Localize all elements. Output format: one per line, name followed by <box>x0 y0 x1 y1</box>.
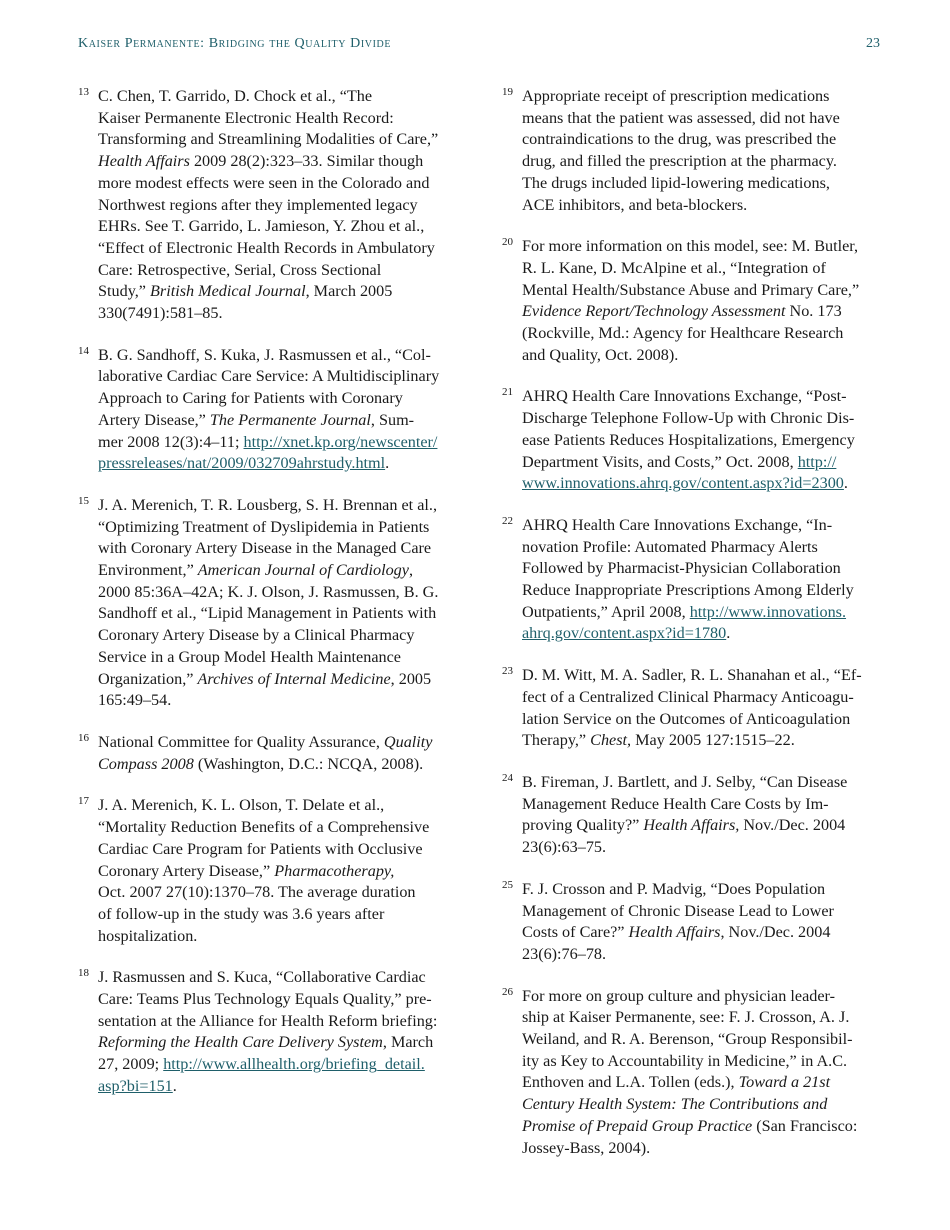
note-text: Appropriate receipt of prescription medications means that the patient was assessed, did not have contraindications to the drug, was prescribed the drug, and filled the prescription at the pharmacy. The drugs included lipid-lowering medications, ACE inhibitors, and beta-blockers. <box>522 87 840 214</box>
note-text: May 2005 127:1515–22. <box>631 731 795 750</box>
note-text: , Sum- mer 2008 12(3):4–11; <box>98 410 415 451</box>
note-text: J. Rasmussen and S. Kuca, “Collaborative Cardiac Care: Teams Plus Technology Equals Quality,” pre- sentation at the Alliance for Health Reform briefing: <box>98 968 438 1030</box>
journal-title: Quality Compass 2008 <box>98 732 433 773</box>
endnote-26 <box>502 986 892 1160</box>
header-title: Kaiser Permanente: Bridging the Quality Divide <box>78 36 392 51</box>
running-header <box>78 36 880 56</box>
endnote-17 <box>78 795 468 947</box>
endnote-14 <box>78 345 468 475</box>
journal-title: Archives of Internal Medicine <box>197 669 391 688</box>
endnote-18 <box>78 967 468 1097</box>
journal-title: Chest, <box>590 731 632 750</box>
endnote-24 <box>502 772 892 859</box>
note-text: C. Chen, T. Garrido, D. Chock et al., “The Kaiser Permanente Electronic Health Record: Transforming and Streamlining Modalities of Care,” <box>98 87 439 149</box>
endnotes-left-column <box>78 86 468 1118</box>
note-text: For more on group culture and physician leader- ship at Kaiser Permanente, see: F. J. Crosson, A. J. Weiland, and R. A. Berenson, “Group Responsibil- ity as Key to Accountability in Medicine,” in A.C. Enthoven and L.A. Tollen (eds.), <box>522 986 853 1092</box>
journal-title: Pharmacotherapy, <box>274 861 395 880</box>
journal-title: British Medical Journal <box>150 282 306 301</box>
book-title: Toward a 21st Century Health System: The Contributions and Promise of Prepaid Group Practice <box>522 1073 831 1135</box>
endnote-number: 13 <box>78 86 89 98</box>
reference-link[interactable]: http:// www.innovations.ahrq.gov/content.aspx?id=2300 <box>522 452 844 493</box>
endnote-number: 15 <box>78 494 89 507</box>
endnote-25 <box>502 879 892 966</box>
note-text: . <box>385 454 390 473</box>
endnote-number: 25 <box>502 878 513 891</box>
endnote-number: 26 <box>502 985 513 998</box>
note-text: (Washington, D.C.: NCQA, 2008). <box>193 754 424 773</box>
note-text: Oct. 2007 27(10):1370–78. The average duration of follow-up in the study was 3.6 years after hospitalization. <box>98 883 416 945</box>
journal-title: Health Affairs, <box>643 816 740 835</box>
endnote-21 <box>502 386 892 495</box>
note-text: , 2000 85:36A–42A; K. J. Olson, J. Rasmussen, B. G. Sandhoff et al., “Lipid Management in Patients with Coronary Artery Disease by a Clinical Pharmacy Service in a Group Model Health Maintenance Organization,” <box>98 561 439 688</box>
endnote-22 <box>502 515 892 645</box>
note-text: National Committee for Quality Assurance, <box>98 732 384 751</box>
note-text: F. J. Crosson and P. Madvig, “Does Population Management of Chronic Disease Lead to Lower Costs of Care?” <box>522 879 834 942</box>
journal-title: Health Affairs <box>98 152 190 171</box>
note-text: . <box>726 624 731 643</box>
endnote-number: 18 <box>78 967 89 980</box>
note-text: B. G. Sandhoff, S. Kuka, J. Rasmussen et al., “Col- laborative Cardiac Care Service: A Multidisciplinary Approach to Caring for Patients with Coronary Artery Disease,” <box>98 345 440 429</box>
note-text: , 2005 165:49–54. <box>98 669 432 710</box>
endnote-16 <box>78 732 468 775</box>
endnote-23 <box>502 665 892 752</box>
endnote-number: 19 <box>502 86 513 98</box>
endnote-number: 23 <box>502 665 513 678</box>
journal-title: American Journal of Cardiology <box>197 561 409 580</box>
note-text: For more information on this model, see: M. Butler, R. L. Kane, D. McAlpine et al., “Integration of Mental Health/Substance Abuse and Primary Care,” <box>522 237 860 299</box>
journal-title: The Permanente Journal <box>209 410 371 429</box>
page-number: 23 <box>866 36 880 51</box>
note-text: . <box>172 1076 177 1095</box>
note-text: B. Fireman, J. Bartlett, and J. Selby, “Can Disease Management Reduce Health Care Costs by Im- proving Quality?” <box>522 772 848 835</box>
endnote-15 <box>78 495 468 712</box>
endnote-number: 17 <box>78 795 89 808</box>
reference-link[interactable]: http://www.allhealth.org/briefing_detail. asp?bi=151 <box>98 1055 425 1095</box>
endnote-19 <box>502 86 892 216</box>
note-text: J. A. Merenich, T. R. Lousberg, S. H. Brennan et al., “Optimizing Treatment of Dyslipidemia in Patients with Coronary Artery Disease in the Managed Care Environment,” <box>98 495 437 580</box>
note-text: AHRQ Health Care Innovations Exchange, “Post- Discharge Telephone Follow-Up with Chronic Dis- ease Patients Reduces Hospitalizations, Emergency Department Visits, and Costs,” Oct. 2008, <box>522 387 855 471</box>
note-text: 2009 28(2):323–33. Similar though more modest effects were seen in the Colorado and Northwest regions after they implemented legacy EHRs. See T. Garrido, L. Jamieson, Y. Zhou et al., “Effect of Electronic Health Records in Ambulatory Care: Retrospective, Serial, Cross Sectional Study,” <box>98 152 435 301</box>
endnote-20 <box>502 236 892 366</box>
endnotes-right-column <box>502 86 892 1179</box>
endnote-number: 14 <box>78 344 89 357</box>
note-text: . <box>843 474 848 493</box>
journal-title: Evidence Report/Technology Assessment <box>522 302 786 321</box>
journal-title: Health Affairs <box>628 923 721 942</box>
endnote-number: 21 <box>502 386 513 399</box>
note-text: , March 2005 330(7491):581–85. <box>98 282 393 323</box>
note-text: , Nov./Dec. 2004 23(6):76–78. <box>522 923 831 963</box>
note-text: J. A. Merenich, K. L. Olson, T. Delate et al., “Mortality Reduction Benefits of a Comprehensive Cardiac Care Program for Patients with Occlusive Coronary Artery Disease,” <box>98 796 430 880</box>
note-text: D. M. Witt, M. A. Sadler, R. L. Shanahan et al., “Ef- fect of a Centralized Clinical Pharmacy Anticoagu- lation Service on the Outcomes of Anticoagulation Therapy,” <box>522 666 862 750</box>
endnote-number: 16 <box>78 731 89 744</box>
note-text: No. 173 (Rockville, Md.: Agency for Healthcare Research and Quality, Oct. 2008). <box>522 302 844 364</box>
reference-link[interactable]: http://xnet.kp.org/newscenter/ pressreleases/nat/2009/032709ahrstudy.html <box>98 432 438 473</box>
endnote-number: 24 <box>502 771 513 784</box>
endnote-number: 20 <box>502 236 513 249</box>
journal-title: Reforming the Health Care Delivery System <box>98 1033 383 1052</box>
reference-link[interactable]: http://www.innovations. ahrq.gov/content.aspx?id=1780 <box>522 602 847 643</box>
note-text: (San Francisco: Jossey-Bass, 2004). <box>522 1116 858 1157</box>
endnote-number: 22 <box>502 514 513 527</box>
note-text: , March 27, 2009; <box>98 1033 434 1074</box>
note-text: Nov./Dec. 2004 23(6):63–75. <box>522 816 846 857</box>
note-text: AHRQ Health Care Innovations Exchange, “In- novation Profile: Automated Pharmacy Alerts Followed by Pharmacist-Physician Collaboration Reduce Inappropriate Prescriptions Among Elderly Outpatients,” April 2008, <box>522 515 854 621</box>
endnote-13 <box>78 86 468 325</box>
